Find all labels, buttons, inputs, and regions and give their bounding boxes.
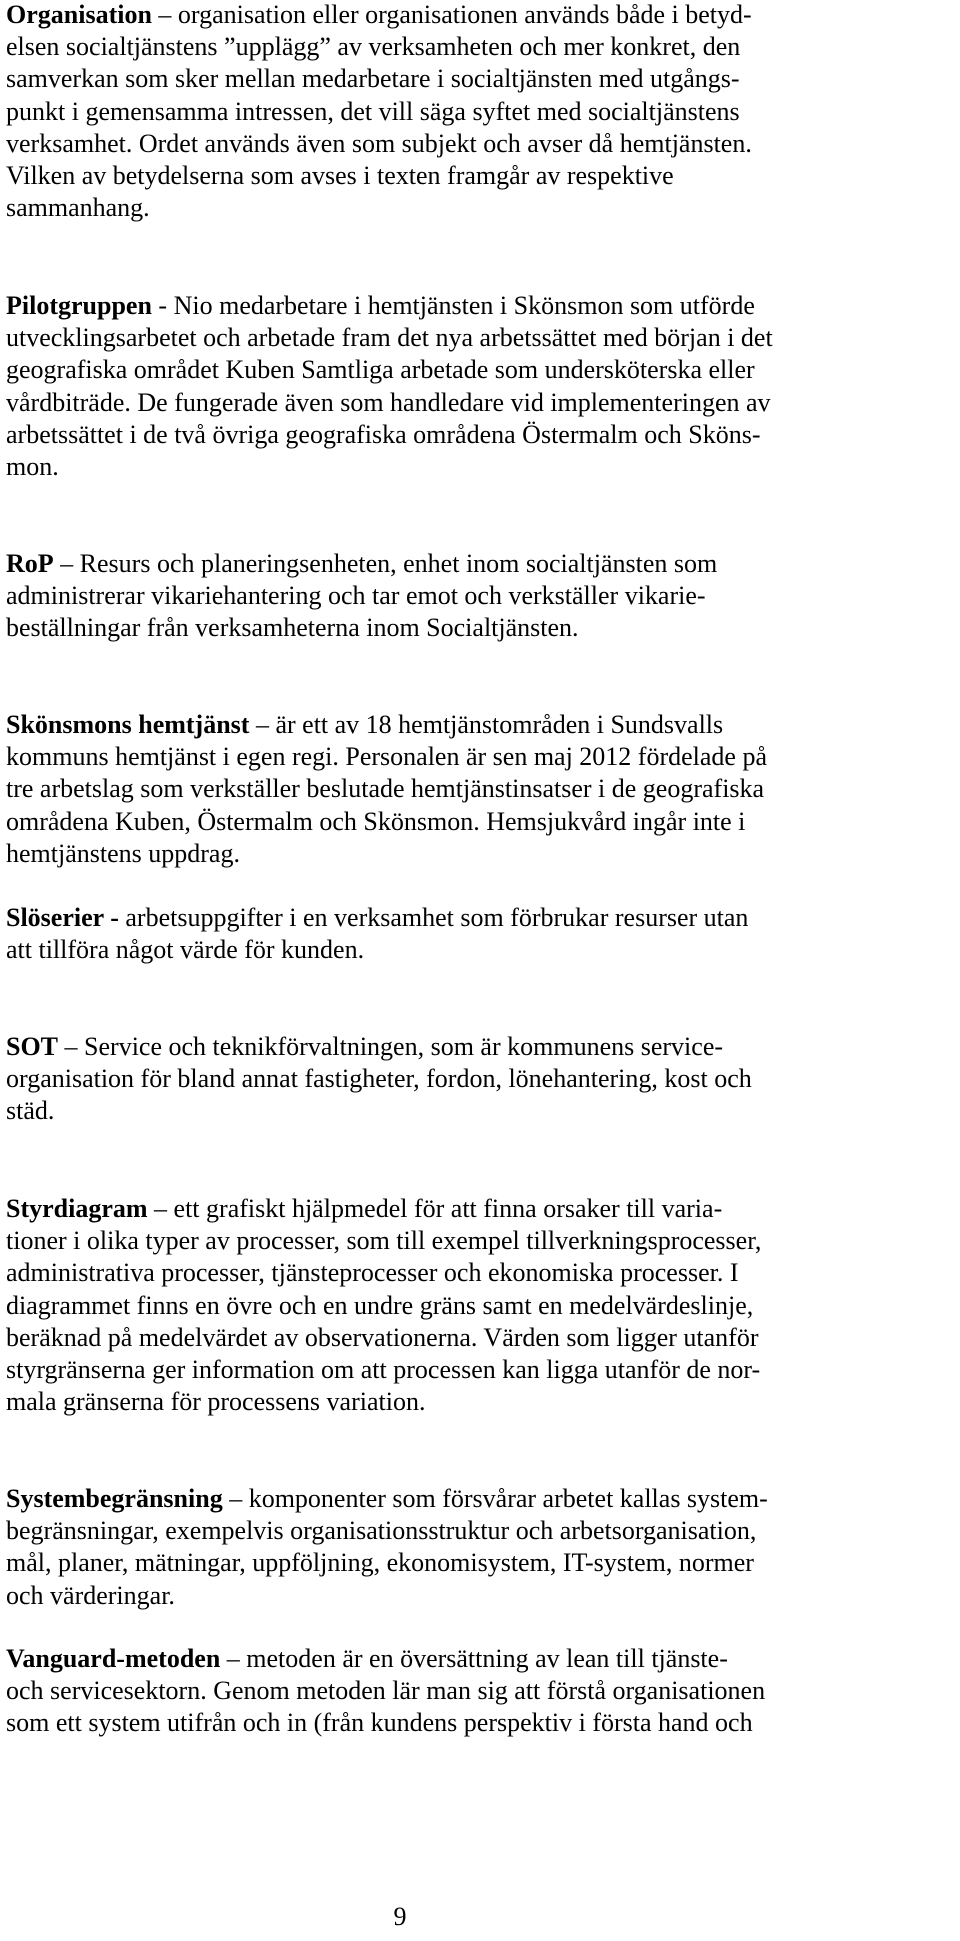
definition-line: utvecklingsarbetet och arbetade fram det nya arbetssättet med början i det [6,323,773,353]
definition-line: områdena Kuben, Östermalm och Skönsmon. Hemsjukvård ingår inte i [6,806,746,836]
definition-line: mala gränserna för processens variation. [6,1387,426,1417]
definition-line: arbetssättet i de två övriga geografiska områdena Östermalm och Sköns- [6,419,761,449]
definition-line: arbetsuppgifter i en verksamhet som förbrukar resurser utan [125,903,749,932]
definition-line: administrativa processer, tjänsteprocesser och ekonomiska processer. I [6,1258,739,1288]
definition-line: sammanhang. [6,193,150,223]
glossary-term: Skönsmons hemtjänst [6,710,250,739]
definition-line: styrgränserna ger information om att processen kan ligga utanför de nor- [6,1355,761,1385]
definition-line: geografiska området Kuben Samtliga arbetade som undersköterska eller [6,355,755,385]
definition-line: ett grafiskt hjälpmedel för att finna orsaker till varia- [173,1194,723,1223]
glossary-term: Vanguard-metoden [6,1644,221,1673]
definition-line: Resurs och planeringsenheten, enhet inom socialtjänsten som [79,549,718,578]
definition-line: organisation för bland annat fastigheter, fordon, lönehantering, kost och [6,1064,752,1094]
term-separator: – [147,1194,174,1223]
definition-line: som ett system utifrån och in (från kundens perspektiv i första hand och [6,1708,753,1738]
definition-line: Vilken av betydelserna som avses i texten framgår av respektive [6,161,674,191]
definition-line: metoden är en översättning av lean till tjänste- [246,1644,728,1673]
glossary-term: Styrdiagram [6,1194,148,1223]
definition-line: mål, planer, mätningar, uppföljning, ekonomisystem, IT-system, normer [6,1548,754,1578]
glossary-term: RoP [6,549,54,578]
glossary-term: SOT [6,1032,59,1061]
definition-line: tioner i olika typer av processer, som till exempel tillverkningsprocesser, [6,1226,762,1256]
glossary-term: Systembegränsning [6,1484,223,1513]
glossary-definition [6,549,717,642]
definition-line: komponenter som försvårar arbetet kallas system- [248,1484,768,1513]
glossary-definition [6,0,752,222]
definition-line: vårdbiträde. De fungerade även som handledare vid implementeringen av [6,387,771,417]
definition-line: diagrammet finns en övre och en undre gräns samt en medelvärdeslinje, [6,1290,754,1320]
definition-line: Nio medarbetare i hemtjänsten i Skönsmon som utförde [173,291,755,320]
definition-line: verksamhet. Ordet används även som subjekt och avser då hemtjänsten. [6,128,752,158]
term-separator: – [222,1484,249,1513]
definition-line: punkt i gemensamma intressen, det vill säga syftet med socialtjänstens [6,96,740,126]
definition-line: administrerar vikariehantering och tar emot och verkställer vikarie- [6,581,706,611]
glossary-term: Pilotgruppen [6,291,152,320]
definition-line: organisation eller organisationen används både i betyd- [177,0,752,29]
glossary-entry-skonsmons-hemtjanst [6,709,950,870]
term-separator: – [220,1644,247,1673]
glossary-definition [6,1194,761,1416]
glossary-entry-styrdiagram [6,1193,950,1418]
glossary-entry-sloserier [6,902,950,966]
glossary-definition [6,1032,752,1125]
definition-line: mon. [6,452,59,482]
glossary-entry-organisation [6,0,950,224]
glossary-term: Slöserier - [6,903,119,932]
term-separator: – [151,0,178,29]
page-number: 9 [393,1902,407,1931]
definition-line: och servicesektorn. Genom metoden lär man sig att förstå organisationen [6,1676,766,1706]
definition-line: hemtjänstens uppdrag. [6,838,240,868]
glossary-entry-pilotgruppen [6,290,950,483]
glossary-entry-systembegransning [6,1483,950,1612]
definition-line: kommuns hemtjänst i egen regi. Personalen är sen maj 2012 fördelade på [6,742,768,772]
term-separator: – [249,710,276,739]
definition-line: att tillföra något värde för kunden. [6,935,365,965]
definition-line: Service och teknikförvaltningen, som är kommunens service- [84,1032,724,1061]
term-separator: - [151,291,174,320]
term-separator: – [58,1032,85,1061]
definition-line: begränsningar, exempelvis organisationsstruktur och arbetsorganisation, [6,1516,757,1546]
definition-line: beräknad på medelvärdet av observationerna. Värden som ligger utanför [6,1322,759,1352]
term-separator: – [53,549,80,578]
definition-line: städ. [6,1096,55,1126]
definition-line: elsen socialtjänstens ”upplägg” av verksamheten och mer konkret, den [6,32,741,62]
definition-line: samverkan som sker mellan medarbetare i socialtjänsten med utgångs- [6,64,740,94]
glossary-entry-sot [6,1031,950,1128]
definition-line: är ett av 18 hemtjänstområden i Sundsvalls [275,710,724,739]
glossary-entry-rop [6,548,950,645]
glossary-entry-vanguard-metoden [6,1643,950,1740]
definition-line: och värderingar. [6,1580,175,1610]
definition-line: tre arbetslag som verkställer beslutade hemtjänstinsatser i de geografiska [6,774,765,804]
glossary-term: Organisation [6,0,152,29]
definition-line: beställningar från verksamheterna inom Socialtjänsten. [6,613,579,643]
